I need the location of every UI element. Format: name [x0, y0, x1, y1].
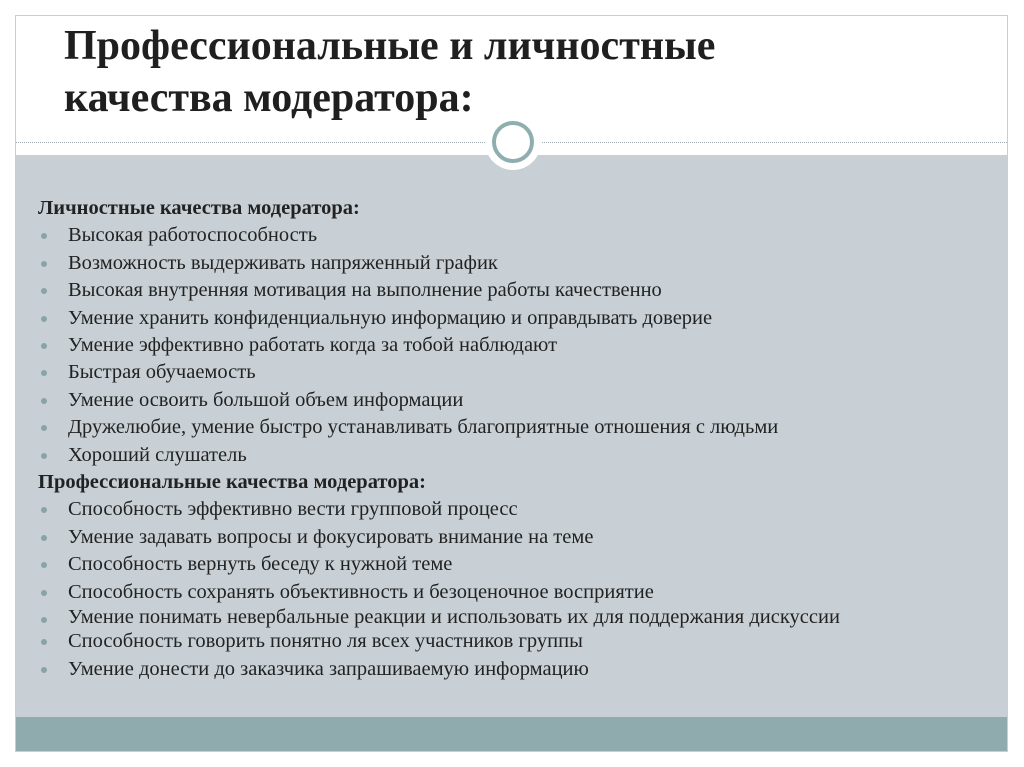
- list-item: Умение хранить конфиденциальную информацию и оправдывать доверие: [38, 305, 977, 332]
- bullet-icon: [41, 453, 47, 459]
- list-item: Высокая работоспособность: [38, 222, 977, 249]
- section-heading-personal: Личностные качества модератора:: [38, 197, 360, 219]
- list-item: Высокая внутренняя мотивация на выполнение работы качественно: [38, 277, 977, 304]
- list-item: Умение донести до заказчика запрашиваемую информацию: [38, 656, 977, 683]
- bullet-icon: [41, 398, 47, 404]
- list-item: Умение задавать вопросы и фокусировать внимание на теме: [38, 524, 977, 551]
- section-heading-professional: Профессиональные качества модератора:: [38, 471, 426, 494]
- professional-qualities-list: [38, 496, 977, 682]
- bullet-icon: [41, 507, 47, 513]
- slide-title-line-1: Профессиональные и личностные: [64, 23, 716, 69]
- bullet-icon: [41, 288, 47, 294]
- list-item: Умение освоить большой объем информации: [38, 387, 977, 414]
- bullet-icon: [41, 370, 47, 376]
- personal-qualities-list: [38, 222, 977, 469]
- ring-ornament-icon: [485, 114, 541, 170]
- bullet-icon: [41, 667, 47, 673]
- bullet-icon: [41, 233, 47, 239]
- content-body: [38, 195, 977, 683]
- list-item: Дружелюбие, умение быстро устанавливать благоприятные отношения с людьми: [38, 414, 977, 441]
- list-item: Возможность выдерживать напряженный график: [38, 250, 977, 277]
- footer-bar: [16, 717, 1007, 751]
- list-item: Умение понимать невербальные реакции и использовать их для поддержания дискуссии: [38, 606, 977, 628]
- list-item: Способность вернуть беседу к нужной теме: [38, 551, 977, 578]
- bullet-icon: [41, 617, 47, 623]
- ring-inner: [492, 121, 534, 163]
- list-item: Способность сохранять объективность и безоценочное восприятие: [38, 579, 977, 606]
- list-item: Способность говорить понятно ля всех участников группы: [38, 628, 977, 655]
- slide: [15, 15, 1008, 752]
- bullet-icon: [41, 261, 47, 267]
- bullet-icon: [41, 590, 47, 596]
- list-item: Быстрая обучаемость: [38, 359, 977, 386]
- bullet-icon: [41, 425, 47, 431]
- bullet-icon: [41, 343, 47, 349]
- list-item: Способность эффективно вести групповой процесс: [38, 496, 977, 523]
- slide-title-line-2: качества модератора:: [64, 75, 474, 121]
- slide-title: [64, 20, 967, 124]
- bullet-icon: [41, 535, 47, 541]
- list-item: Хороший слушатель: [38, 442, 977, 469]
- bullet-icon: [41, 562, 47, 568]
- bullet-icon: [41, 639, 47, 645]
- bullet-icon: [41, 316, 47, 322]
- content-panel: [16, 155, 1007, 717]
- list-item: Умение эффективно работать когда за тобой наблюдают: [38, 332, 977, 359]
